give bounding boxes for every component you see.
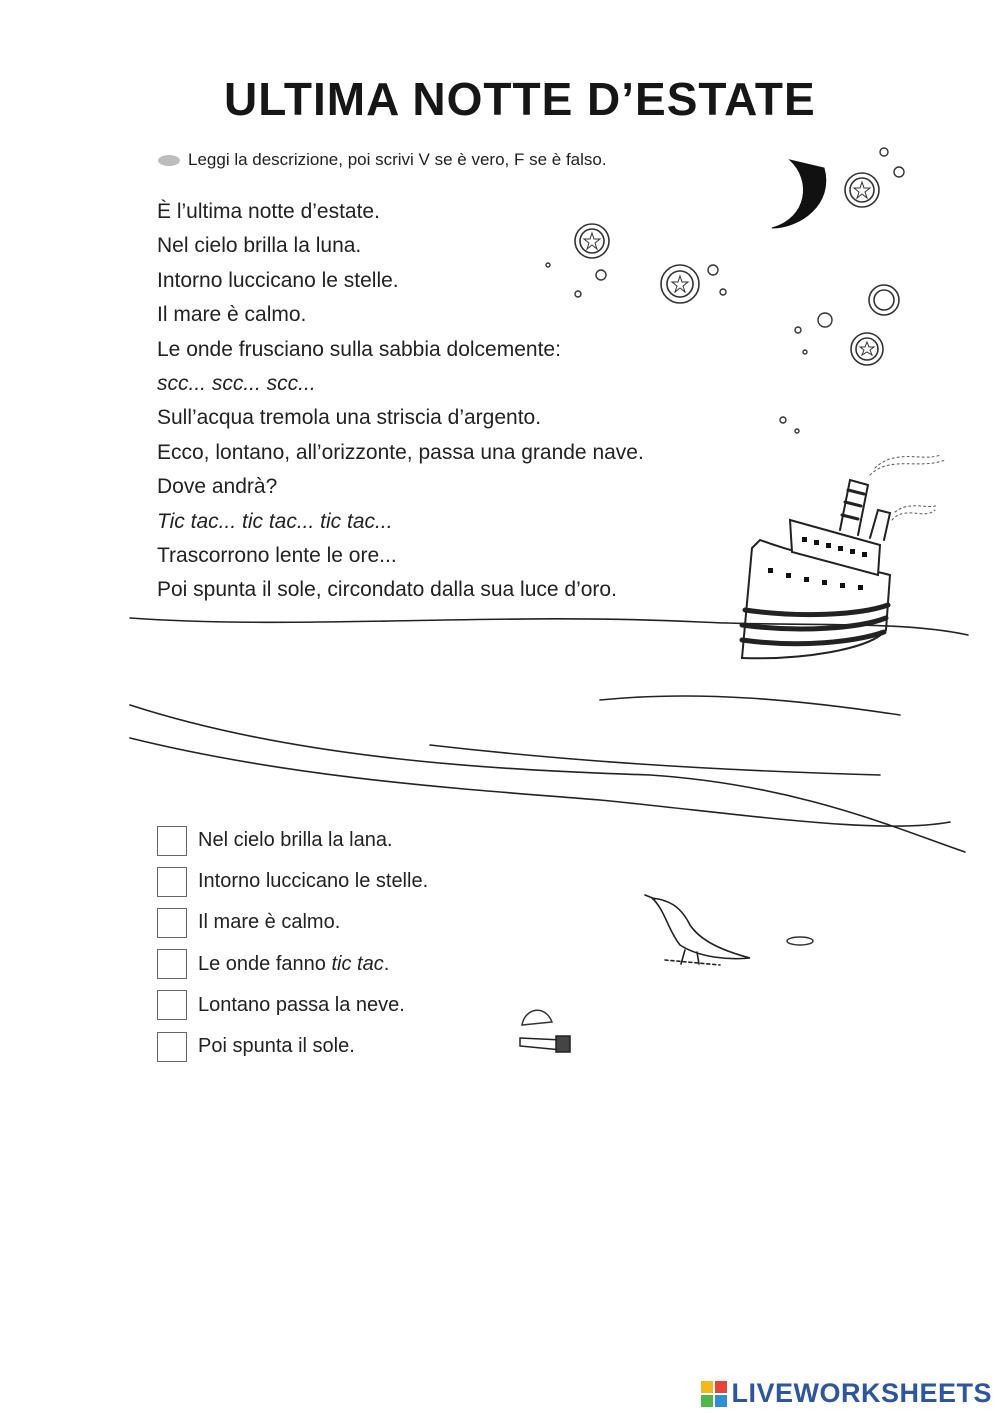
statement-item <box>157 902 428 943</box>
story-line: Poi spunta il sole, circondato dalla sua luce d’oro. <box>157 578 617 602</box>
sea-waves <box>130 618 968 852</box>
statement-item <box>157 1026 428 1067</box>
story-line: Dove andrà? <box>157 475 278 499</box>
story-line: Il mare è calmo. <box>157 303 307 327</box>
statement-item <box>157 820 428 861</box>
answer-box[interactable] <box>157 990 187 1020</box>
true-false-list <box>157 820 428 1067</box>
shell-icon <box>522 1010 552 1025</box>
statement-suffix: . <box>383 952 390 975</box>
seagull-icon <box>645 895 750 965</box>
answer-box[interactable] <box>157 1032 187 1062</box>
footer-brand-text: LIVEWORKSHEETS <box>731 1378 992 1408</box>
pebble-icon <box>787 937 813 945</box>
story-line: Trascorrono lente le ore... <box>157 543 397 567</box>
statement-text: Le onde fanno <box>198 952 326 975</box>
statement-text: Lontano passa la neve. <box>198 993 405 1016</box>
story-line: scc... scc... scc... <box>157 371 316 395</box>
story-line: Nel cielo brilla la luna. <box>157 234 362 258</box>
story-line: Intorno luccicano le stelle. <box>157 268 399 292</box>
story-line: Tic tac... tic tac... tic tac... <box>157 509 393 533</box>
statement-text: Il mare è calmo. <box>198 911 341 934</box>
statement-emphasis: tic tac <box>331 952 384 975</box>
answer-box[interactable] <box>157 908 187 938</box>
liveworksheets-logo-icon <box>701 1381 727 1407</box>
moon-icon <box>772 160 826 228</box>
story-line: È l’ultima notte d’estate. <box>157 200 380 223</box>
statement-item <box>157 861 428 902</box>
statement-item <box>157 944 428 985</box>
statement-text: Poi spunta il sole. <box>198 1035 355 1058</box>
star-icon <box>661 265 699 303</box>
story-line: Ecco, lontano, all’orizzonte, passa una grande nave. <box>157 440 644 464</box>
footer-brand <box>701 1378 992 1409</box>
statement-item <box>157 985 428 1026</box>
answer-box[interactable] <box>157 949 187 979</box>
statement-text: Intorno luccicano le stelle. <box>198 870 429 893</box>
answer-box[interactable] <box>157 867 187 897</box>
worksheet-title: ULTIMA NOTTE D’ESTATE <box>224 73 816 125</box>
story-line: Le onde frusciano sulla sabbia dolcemente: <box>157 337 561 361</box>
instruction-text: Leggi la descrizione, poi scrivi V se è vero, F se è falso. <box>188 150 607 169</box>
star-icon <box>851 333 883 365</box>
answer-box[interactable] <box>157 826 187 856</box>
star-icon <box>869 285 899 315</box>
spyglass-icon <box>520 1036 570 1052</box>
star-icon <box>575 224 609 258</box>
star-icon <box>845 173 879 207</box>
statement-text: Nel cielo brilla la lana. <box>198 829 393 852</box>
story-line: Sull’acqua tremola una striscia d’argento. <box>157 406 542 430</box>
